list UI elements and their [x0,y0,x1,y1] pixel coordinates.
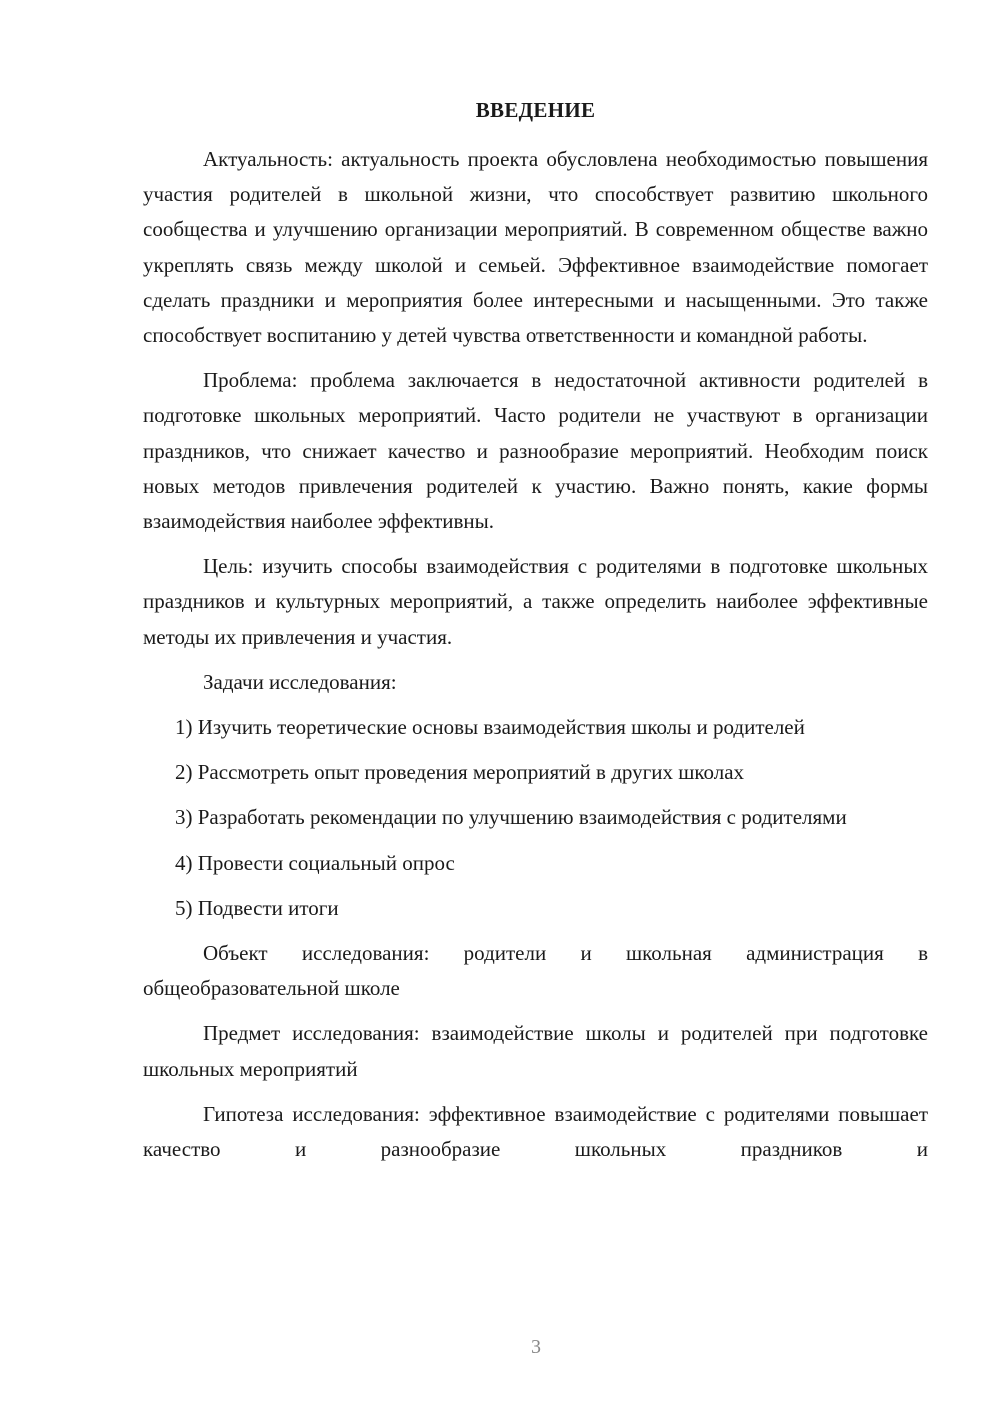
task-item: 2) Рассмотреть опыт проведения мероприятий в других школах [175,760,745,785]
object-paragraph: Объект исследования: родители и школьная администрация в общеобразовательной школе [143,941,928,1001]
page-title: ВВЕДЕНИЕ [475,98,596,122]
relevance-paragraph: Актуальность: актуальность проекта обусловлена необходимостью повышения участия родителей в школьной жизни, что способствует развитию школьного сообщества и улучшению организации мероприятий. В современном обществе важно укреплять связь между школой и семьей. Эффективное взаимодействие помогает сделать праздники и мероприятия более интересными и насыщенными. Это также способствует воспитанию у детей чувства ответственности и командной работы. [143,147,928,348]
hypothesis-paragraph: Гипотеза исследования: эффективное взаимодействие с родителями повышает качество и разнообразие школьных праздников и [143,1101,928,1162]
document-body [143,142,928,1177]
task-item: 4) Провести социальный опрос [175,850,455,875]
task-item: 3) Разработать рекомендации по улучшению взаимодействия с родителями [175,805,847,830]
goal-paragraph: Цель: изучить способы взаимодействия с родителями в подготовке школьных праздников и культурных мероприятий, а также определить наиболее эффективные методы их привлечения и участия. [143,554,928,649]
task-item: 5) Подвести итоги [175,895,339,920]
problem-paragraph: Проблема: проблема заключается в недостаточной активности родителей в подготовке школьных мероприятий. Часто родители не участвуют в организации праздников, что снижает качество и разнообразие мероприятий. Необходим поиск новых методов привлечения родителей к участию. Важно понять, какие формы взаимодействия наиболее эффективны. [143,368,928,534]
page-number: 3 [531,1336,541,1358]
tasks-title: Задачи исследования: [203,669,397,694]
task-item: 1) Изучить теоретические основы взаимодействия школы и родителей [175,715,805,740]
subject-paragraph: Предмет исследования: взаимодействие школы и родителей при подготовке школьных мероприятий [143,1021,928,1081]
